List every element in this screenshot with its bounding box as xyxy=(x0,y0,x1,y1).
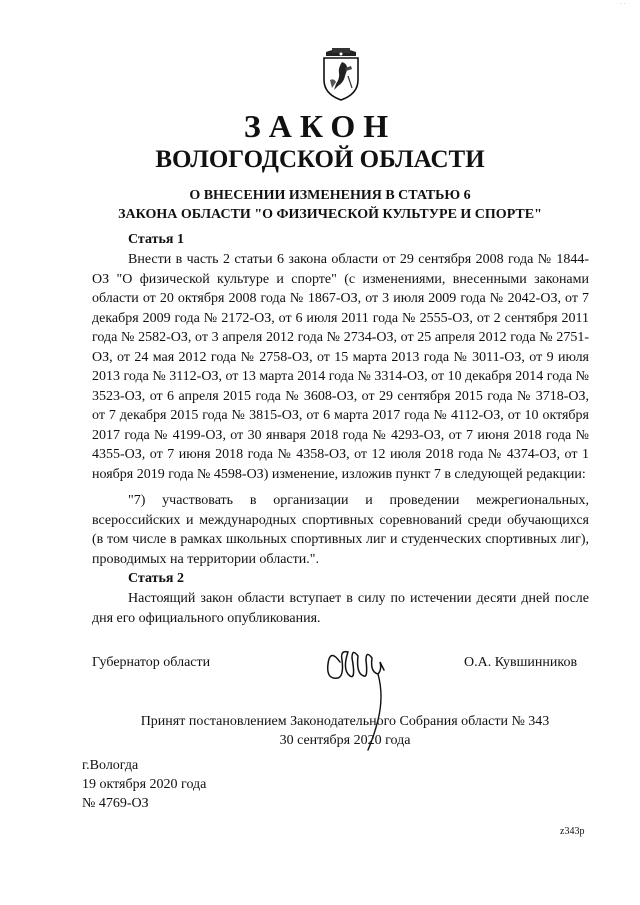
law-number: № 4769-ОЗ xyxy=(82,796,149,811)
governor-name: О.А. Кувшинников xyxy=(464,655,578,670)
article-2-heading: Статья 2 xyxy=(128,571,184,586)
document-title: ЗАКОН xyxy=(243,108,397,144)
adoption-date: 30 сентября 2020 года xyxy=(279,733,411,748)
caption-line: ЗАКОНА ОБЛАСТИ "О ФИЗИЧЕСКОЙ КУЛЬТУРЕ И СПОРТЕ" xyxy=(118,207,542,222)
governor-title: Губернатор области xyxy=(92,655,211,670)
city: г.Вологда xyxy=(82,758,139,773)
corner-mark: · · xyxy=(619,0,626,8)
adoption-line: Принят постановлением Законодательного Собрания области № 343 xyxy=(140,714,550,729)
article-1-text: Внести в часть 2 статьи 6 закона области от 29 сентября 2008 года № 1844-ОЗ "О физической культуре и спорте" (с изменениями, внесенными законами области от 20 октября 2008 года № 1867-ОЗ, от 3 июля 2009 года № 2042-ОЗ, от 7 декабря 2009 года № 2172-ОЗ, от 6 июля 2011 года № 2555-ОЗ, от 2 сентября 2011 года № 2582-ОЗ, от 3 апреля 2012 года № 2734-ОЗ, от 25 апреля 2012 года № 2751-ОЗ, от 24 мая 2012 года № 2758-ОЗ, от 15 марта 2013 года № 3011-ОЗ, от 9 июля 2013 года № 3112-ОЗ, от 13 марта 2014 года № 3314-ОЗ, от 10 декабря 2014 года № 3523-ОЗ, от 6 апреля 2015 года № 3608-ОЗ, от 29 сентября 2015 года № 3718-ОЗ, от 7 декабря 2015 года № 3815-ОЗ, от 6 марта 2017 года № 4112-ОЗ, от 10 октября 2017 года № 4199-ОЗ, от 30 января 2018 года № 4293-ОЗ, от 7 июня 2018 года № 4355-ОЗ, от 7 июня 2018 года № 4358-ОЗ, от 12 июля 2018 года № 4374-ОЗ, от 1 ноября 2019 года № 4598-ОЗ) изменение, изложив пункт 7 в следующей редакции: xyxy=(92,252,589,482)
reference-code: z343p xyxy=(560,826,585,837)
document-subtitle: ВОЛОГОДСКОЙ ОБЛАСТИ xyxy=(155,146,485,173)
caption-line: О ВНЕСЕНИИ ИЗМЕНЕНИЯ В СТАТЬЮ 6 xyxy=(189,188,471,203)
law-caption xyxy=(0,186,640,224)
article-2-text: Настоящий закон области вступает в силу по истечении десяти дней после дня его официального опубликования. xyxy=(92,591,589,626)
article-1-heading: Статья 1 xyxy=(128,232,184,247)
place-date-block xyxy=(82,756,206,813)
article-1-quote: "7) участвовать в организации и проведении межрегиональных, всероссийских и международных спортивных соревнований среди обучающихся (в том числе в рамках школьных спортивных лиг и студенческих спортивных лиг), проводимых на территории области.". xyxy=(92,493,589,567)
signing-date: 19 октября 2020 года xyxy=(82,777,207,792)
coat-of-arms-icon xyxy=(318,46,364,102)
